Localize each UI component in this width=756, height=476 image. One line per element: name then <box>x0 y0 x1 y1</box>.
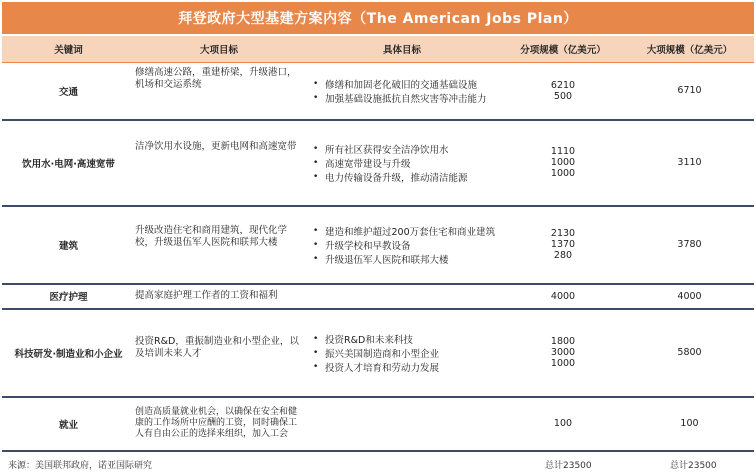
page-title: 拜登政府大型基建方案内容（The American Jobs Plan） <box>2 2 754 34</box>
row-goal: 洁净饮用水设施，更新电网和高速宽带 <box>135 120 303 206</box>
row-total: 6710 <box>625 63 754 120</box>
table-row <box>2 206 754 284</box>
header-total-scale: 大项规模（亿美元） <box>625 36 754 63</box>
bullet-icon: • <box>313 92 319 103</box>
list-item: • 高速宽带建设与升级 <box>313 157 411 170</box>
list-item: • 建造和维护超过200万套住宅和商业建筑 <box>313 225 496 238</box>
row-total: 3780 <box>625 206 754 284</box>
sub-value: 1800 <box>550 336 576 347</box>
header-keyword: 关键词 <box>2 36 135 63</box>
sub-value: 6210 <box>550 79 576 91</box>
infrastructure-plan-table <box>2 36 754 452</box>
sub-value: 1000 <box>550 168 576 179</box>
list-item: • 电力传输设备升级，推动清洁能源 <box>313 171 468 184</box>
sub-value: 4000 <box>501 284 625 309</box>
bullet-icon: • <box>313 78 319 89</box>
bullet-icon: • <box>313 157 319 168</box>
list-item: • 投资人才培育和劳动力发展 <box>313 361 440 374</box>
header-sub-scale: 分项规模（亿美元） <box>501 36 625 63</box>
table-row <box>2 120 754 206</box>
sub-value: 280 <box>553 250 573 261</box>
row-specific-empty <box>303 284 501 309</box>
total-sum: 总计23500 <box>670 461 717 471</box>
bullet-icon: • <box>313 361 319 372</box>
row-goal: 修缮高速公路，重建桥梁，升级港口，机场和交运系统 <box>135 63 303 120</box>
sub-sum: 总计23500 <box>545 461 592 471</box>
row-total: 4000 <box>625 284 754 309</box>
row-total: 5800 <box>625 309 754 397</box>
table-row <box>2 397 754 451</box>
header-main-goal: 大项目标 <box>135 36 303 63</box>
sub-value: 1000 <box>550 358 576 369</box>
row-total: 3110 <box>625 120 754 206</box>
row-specific-empty <box>303 397 501 451</box>
row-keyword: 交通 <box>2 63 135 120</box>
list-item: • 加强基础设施抵抗自然灾害等冲击能力 <box>313 92 487 105</box>
row-keyword: 科技研发·制造业和小企业 <box>2 309 135 397</box>
list-item: • 所有社区获得安全洁净饮用水 <box>313 143 449 156</box>
bullet-icon: • <box>313 143 319 154</box>
bullet-icon: • <box>313 239 319 250</box>
sub-value: 1000 <box>550 157 576 168</box>
row-goal: 创造高质量就业机会，以确保在安全和健康的工作场所中应酬的工资，同时确保工人有自由公正的选择来组织，加入工会 <box>135 397 303 451</box>
table-row <box>2 284 754 309</box>
list-item: • 投资R&D和未来科技 <box>313 333 413 346</box>
list-item: • 升级退伍军人医院和联邦大楼 <box>313 253 449 266</box>
table-header-row <box>2 36 754 63</box>
table-row <box>2 63 754 120</box>
list-item: • 升级学校和早教设备 <box>313 239 411 252</box>
table-row <box>2 309 754 397</box>
sub-value: 1110 <box>550 146 576 157</box>
bullet-icon: • <box>313 333 319 344</box>
list-item: • 修缮和加固老化破旧的交通基础设施 <box>313 78 478 91</box>
bullet-icon: • <box>313 347 319 358</box>
bullet-icon: • <box>313 253 319 264</box>
source-note: 来源：美国联邦政府，诺亚国际研究 <box>8 461 153 471</box>
sub-value: 1370 <box>550 239 576 250</box>
header-specific-goal: 具体目标 <box>303 36 501 63</box>
row-keyword: 饮用水·电网·高速宽带 <box>2 120 135 206</box>
row-keyword: 建筑 <box>2 206 135 284</box>
bullet-icon: • <box>313 171 319 182</box>
sub-value: 100 <box>501 397 625 451</box>
row-goal: 投资R&D，重振制造业和小型企业，以及培训未来人才 <box>135 309 303 397</box>
row-total: 100 <box>625 397 754 451</box>
sub-value: 2130 <box>550 228 576 239</box>
sub-value: 3000 <box>550 347 576 358</box>
bullet-icon: • <box>313 225 319 236</box>
sub-value: 500 <box>553 90 573 102</box>
row-keyword: 就业 <box>2 397 135 451</box>
row-keyword: 医疗护理 <box>2 284 135 309</box>
row-goal: 提高家庭护理工作者的工资和福利 <box>135 284 303 309</box>
row-goal: 升级改造住宅和商用建筑，现代化学校，升级退伍军人医院和联邦大楼 <box>135 206 303 284</box>
list-item: • 振兴美国制造商和小型企业 <box>313 347 440 360</box>
